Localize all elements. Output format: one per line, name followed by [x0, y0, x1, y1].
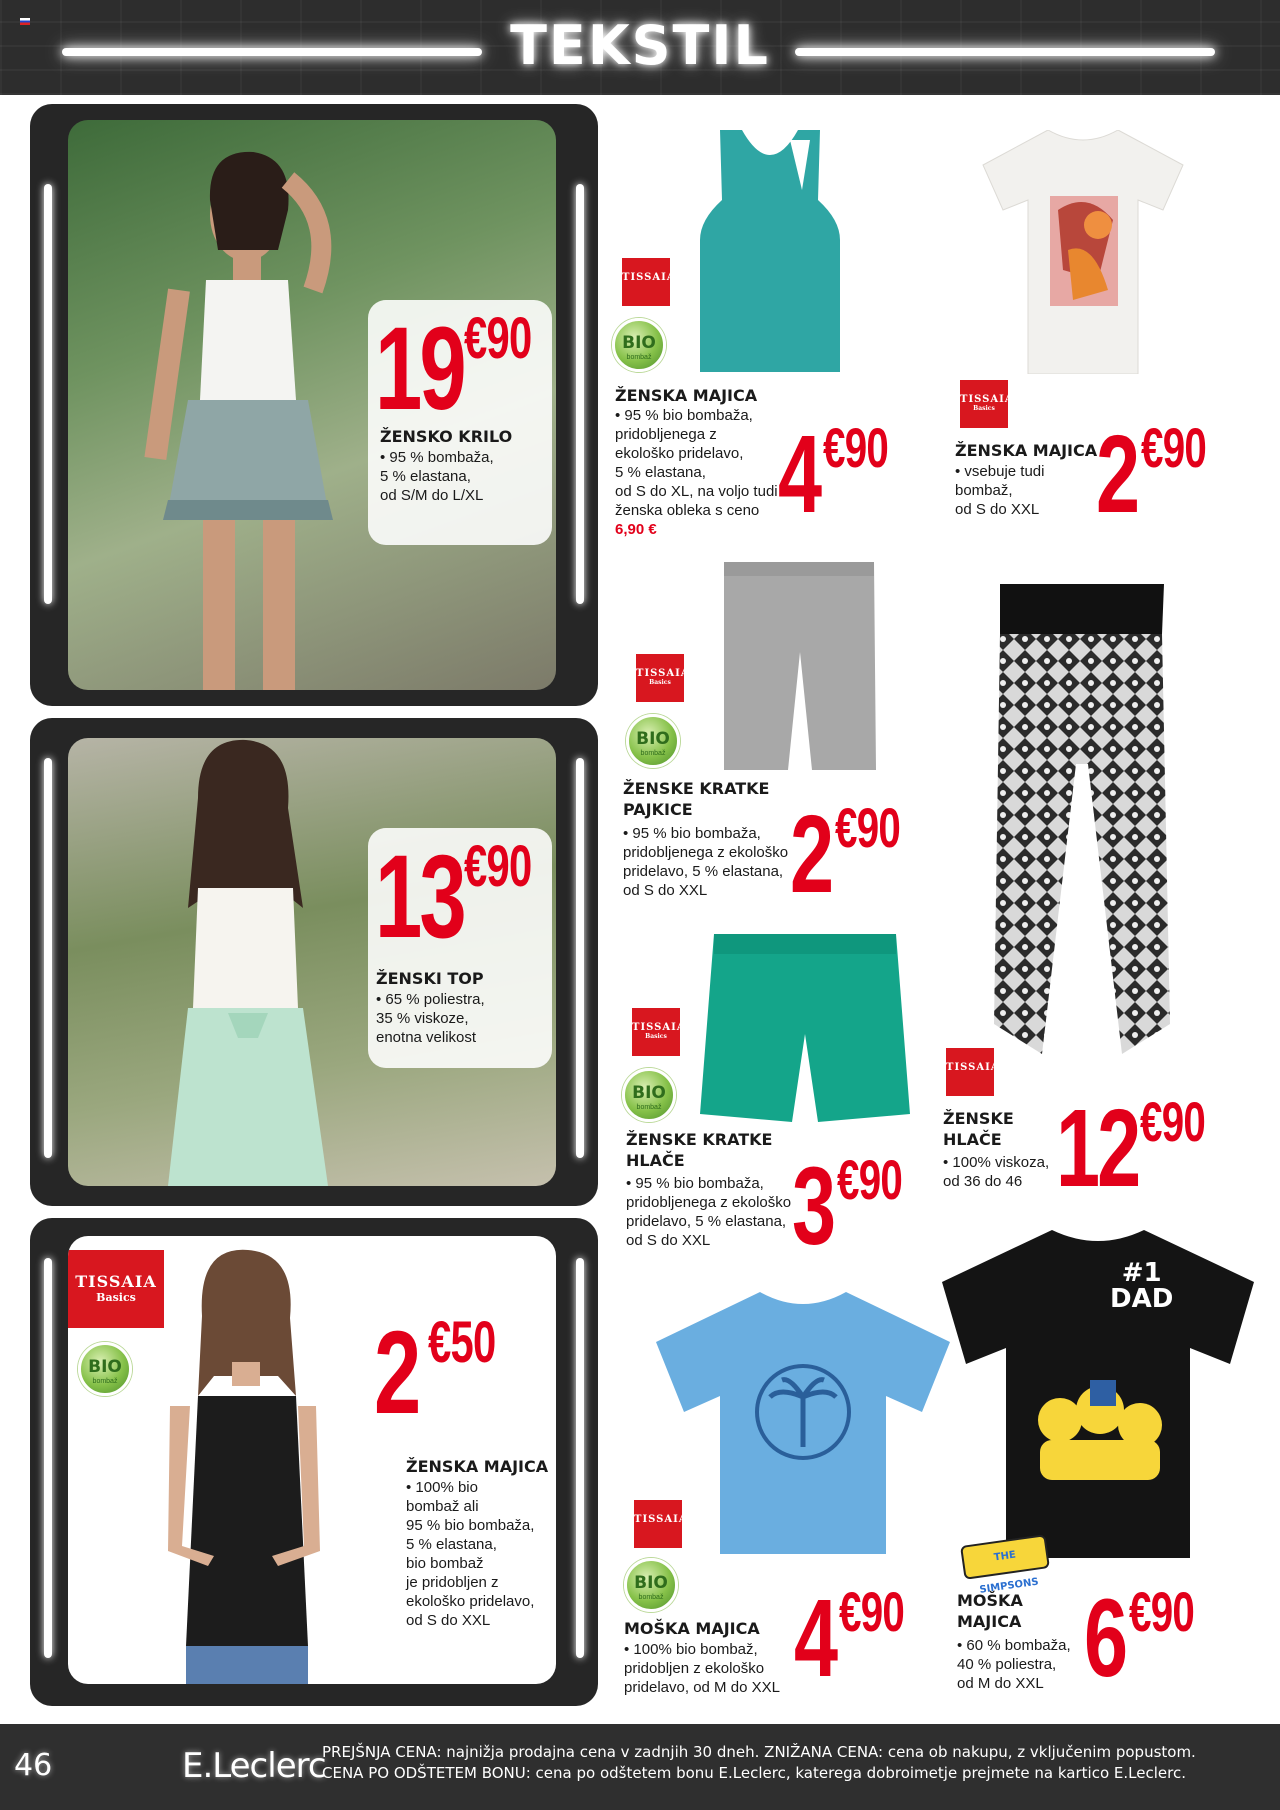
black-tee-image	[940, 1230, 1256, 1558]
page-title: TEKSTIL	[510, 14, 770, 77]
black-tank-photo	[68, 1236, 556, 1684]
top-photo	[68, 738, 556, 1186]
neon-tube	[44, 758, 52, 1158]
page-footer	[0, 1724, 1280, 1810]
model-figure	[128, 140, 368, 690]
neon-tube	[576, 758, 584, 1158]
product-name: ŽENSKO KRILO	[380, 427, 513, 446]
neon-tube	[44, 184, 52, 604]
tissaia-logo: TISSAIA	[946, 1048, 994, 1096]
tee-print-text: #1 DAD	[1110, 1258, 1174, 1314]
product-description: • 95 % bio bombaža, pridobljenega z ekološko pridelavo, 5 % elastana, od S do XL, na voljo tudi ženska obleka s ceno 6,90 €	[615, 407, 778, 538]
model-figure	[128, 1246, 358, 1684]
price: 2 €50	[374, 1307, 496, 1439]
price: 19€90	[375, 303, 532, 435]
product-description: • 65 % poliestra, 35 % viskoze, enotna velikost	[376, 991, 485, 1046]
product-name: MOŠKA MAJICA	[624, 1619, 760, 1638]
model-figure	[128, 738, 368, 1186]
price: 4€90	[794, 1577, 905, 1700]
price: 12€90	[1056, 1087, 1206, 1210]
product-name: ŽENSKA MAJICA	[955, 441, 1098, 460]
product-name: ŽENSKE KRATKE PAJKICE	[623, 779, 770, 819]
panel-top	[30, 718, 598, 1206]
price: 2€90	[1096, 413, 1207, 536]
bio-badge-icon: BIO bombaž	[622, 1068, 676, 1122]
product-name: ŽENSKE KRATKE HLAČE	[626, 1130, 773, 1170]
product-name: ŽENSKA MAJICA	[615, 386, 758, 405]
product-description: • 95 % bio bombaža, pridobljenega z ekološko pridelavo, 5 % elastana, od S do XXL	[623, 825, 789, 899]
product-name: ŽENSKE HLAČE	[943, 1109, 1014, 1149]
page-number: 46	[14, 1748, 53, 1783]
tissaia-logo: TISSAIA	[634, 1500, 682, 1548]
tissaia-basics-logo: TISSAIA Basics	[960, 380, 1008, 428]
bio-badge-icon: BIO bombaž	[78, 1342, 132, 1396]
price: 13€90	[375, 831, 532, 963]
bio-badge-icon: BIO bombaž	[624, 1558, 678, 1612]
price: 3€90	[792, 1145, 903, 1268]
tissaia-basics-logo: TISSAIA Basics	[632, 1008, 680, 1056]
tissaia-basics-logo: TISSAIA Basics	[68, 1250, 164, 1328]
product-description: • vsebuje tudi bombaž, od S do XXL	[955, 463, 1045, 518]
leclerc-logo: E.Leclerc	[182, 1746, 326, 1786]
bio-badge-icon: BIO bombaž	[626, 714, 680, 768]
neon-tube	[576, 184, 584, 604]
product-description: • 100% bio bombaž, pridobljen z ekološko pridelavo, od M do XXL	[624, 1641, 780, 1696]
simpsons-logo: THE SIMPSONS	[960, 1534, 1050, 1580]
tissaia-logo: TISSAIA	[622, 258, 670, 306]
product-description: • 60 % bombaža, 40 % poliestra, od M do XXL	[957, 1637, 1071, 1692]
product-name: ŽENSKA MAJICA	[406, 1457, 549, 1476]
price: 4€90	[778, 413, 889, 536]
leggings-image	[716, 562, 882, 770]
product-description: • 100% bio bombaž ali 95 % bio bombaža, 5 % elastana, bio bombaž je pridobljen z ekološko pridelavo, od S do XXL	[406, 1479, 535, 1629]
product-description: • 95 % bio bombaža, pridobljenega z ekološko pridelavo, 5 % elastana, od S do XXL	[626, 1175, 792, 1249]
price: 6€90	[1084, 1577, 1195, 1700]
teal-tank-image	[690, 130, 850, 372]
tissaia-basics-logo: TISSAIA Basics	[636, 654, 684, 702]
product-name: MOŠKA MAJICA	[957, 1591, 1023, 1631]
panel-skirt	[30, 104, 598, 706]
white-tee-image	[978, 130, 1188, 374]
blue-tee-image	[650, 1292, 956, 1554]
legal-text: PREJŠNJA CENA: najnižja prodajna cena v zadnjih 30 dneh. ZNIŽANA CENA: cena ob nakupu, z vključenim popustom. CENA PO ODŠTETEM BONU: cena po odštetem bonu E.Leclerc, katerega dobroimetje prejmete na kartico E.Leclerc.	[322, 1743, 1196, 1782]
neon-tube	[44, 1258, 52, 1658]
bio-badge-icon: BIO bombaž	[612, 318, 666, 372]
price: 2€90	[790, 793, 901, 916]
shorts-image	[700, 934, 910, 1122]
trousers-image	[992, 584, 1172, 1058]
panel-black-tank	[30, 1218, 598, 1706]
skirt-photo	[68, 120, 556, 690]
neon-tube	[576, 1258, 584, 1658]
product-name: ŽENSKI TOP	[376, 969, 484, 988]
page-header	[0, 0, 1280, 95]
product-description: • 95 % bombaža, 5 % elastana, od S/M do L/XL	[380, 449, 494, 504]
product-description: • 100% viskoza, od 36 do 46	[943, 1154, 1050, 1190]
